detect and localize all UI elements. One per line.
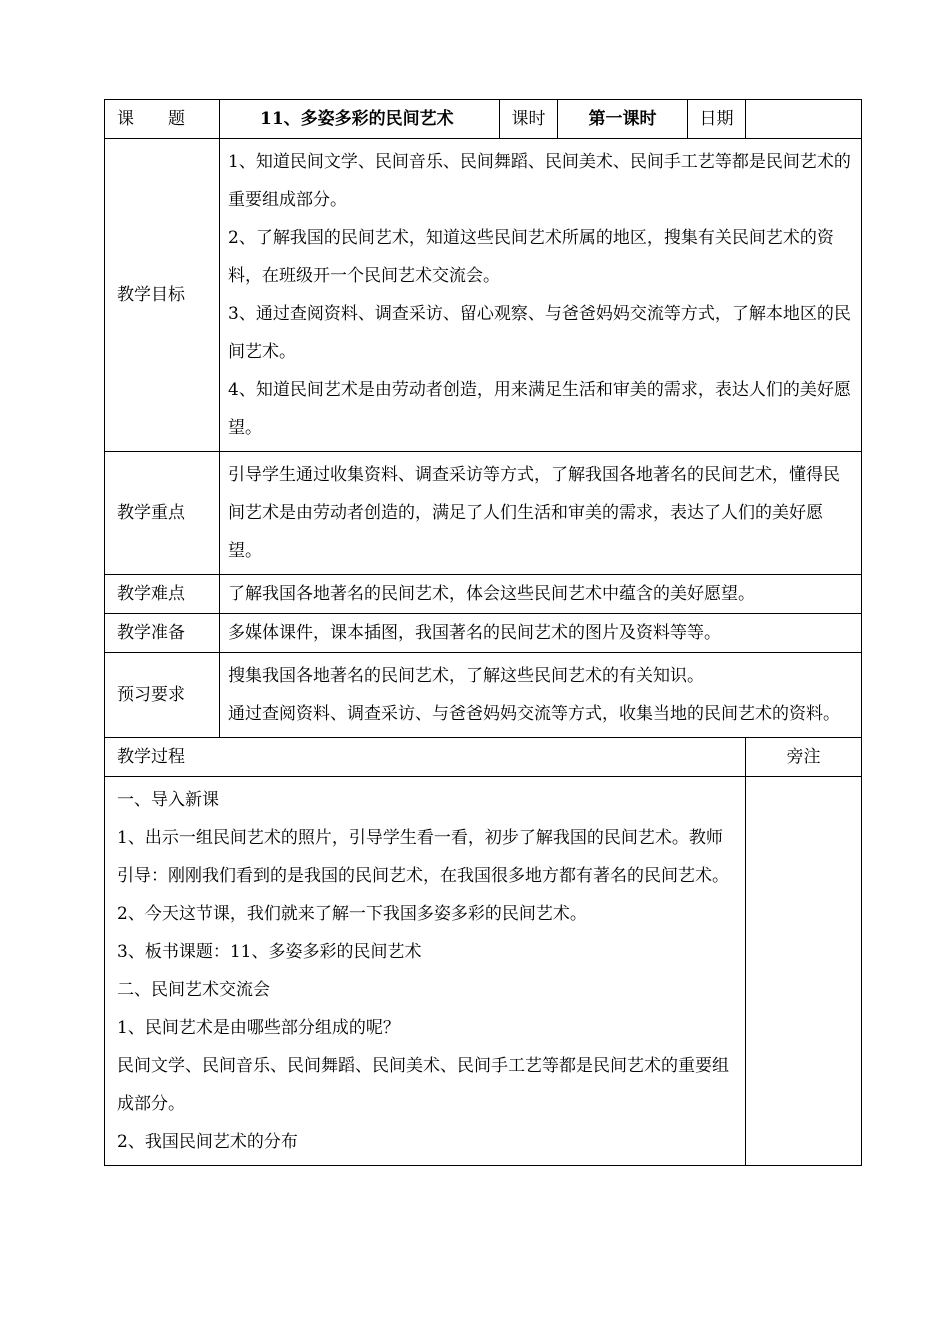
difficulties-text: 了解我国各地著名的民间艺术，体会这些民间艺术中蕴含的美好愿望。 (220, 575, 862, 614)
objective-item: 3、通过查阅资料、调查采访、留心观察、与爸爸妈妈交流等方式，了解本地区的民间艺术。 (228, 304, 851, 362)
process-line: 2、我国民间艺术的分布 (117, 1132, 298, 1152)
key-points-label: 教学重点 (105, 452, 220, 575)
objectives-row (105, 139, 862, 452)
objective-item: 4、知道民间艺术是由劳动者创造，用来满足生活和审美的需求，表达人们的美好愿望。 (228, 380, 851, 438)
process-header-row (105, 738, 862, 777)
period-label: 课时 (500, 100, 558, 139)
notes-column (746, 777, 862, 1166)
lesson-title: 11、多姿多彩的民间艺术 (220, 100, 500, 139)
objective-item: 1、知道民间文学、民间音乐、民间舞蹈、民间美术、民间手工艺等都是民间艺术的重要组成部分。 (228, 152, 851, 210)
process-line: 3、板书课题：11、多姿多彩的民间艺术 (117, 942, 422, 962)
date-value (746, 100, 862, 139)
date-label: 日期 (688, 100, 746, 139)
objectives-content (220, 139, 862, 452)
process-line: 2、今天这节课，我们就来了解一下我国多姿多彩的民间艺术。 (117, 904, 587, 924)
process-content (105, 777, 746, 1166)
process-line: 一、导入新课 (117, 790, 219, 810)
topic-label: 课 题 (105, 100, 220, 139)
preview-item: 搜集我国各地著名的民间艺术，了解这些民间艺术的有关知识。 (228, 666, 704, 686)
preview-label: 预习要求 (105, 653, 220, 738)
process-body-row (105, 777, 862, 1166)
preparation-row (105, 614, 862, 653)
process-line: 1、出示一组民间艺术的照片，引导学生看一看，初步了解我国的民间艺术。教师引导：刚刚我们看到的是我国的民间艺术，在我国很多地方都有著名的民间艺术。 (117, 828, 729, 886)
process-line: 二、民间艺术交流会 (117, 980, 270, 1000)
header-row (105, 100, 862, 139)
process-line: 民间文学、民间音乐、民间舞蹈、民间美术、民间手工艺等都是民间艺术的重要组成部分。 (117, 1056, 729, 1114)
preparation-text: 多媒体课件，课本插图，我国著名的民间艺术的图片及资料等等。 (220, 614, 862, 653)
key-points-text: 引导学生通过收集资料、调查采访等方式，了解我国各地著名的民间艺术，懂得民间艺术是由劳动者创造的，满足了人们生活和审美的需求，表达了人们的美好愿望。 (228, 465, 840, 561)
preview-item: 通过查阅资料、调查采访、与爸爸妈妈交流等方式，收集当地的民间艺术的资料。 (228, 704, 840, 724)
difficulties-label: 教学难点 (105, 575, 220, 614)
objectives-label: 教学目标 (105, 139, 220, 452)
preparation-label: 教学准备 (105, 614, 220, 653)
process-label: 教学过程 (105, 738, 746, 777)
period-value: 第一课时 (558, 100, 688, 139)
objective-item: 2、了解我国的民间艺术，知道这些民间艺术所属的地区，搜集有关民间艺术的资料，在班级开一个民间艺术交流会。 (228, 228, 834, 286)
process-line: 1、民间艺术是由哪些部分组成的呢？ (117, 1018, 400, 1038)
key-points-row (105, 452, 862, 575)
notes-label: 旁注 (746, 738, 862, 777)
lesson-plan-table (104, 99, 862, 1166)
preview-row (105, 653, 862, 738)
difficulties-row (105, 575, 862, 614)
